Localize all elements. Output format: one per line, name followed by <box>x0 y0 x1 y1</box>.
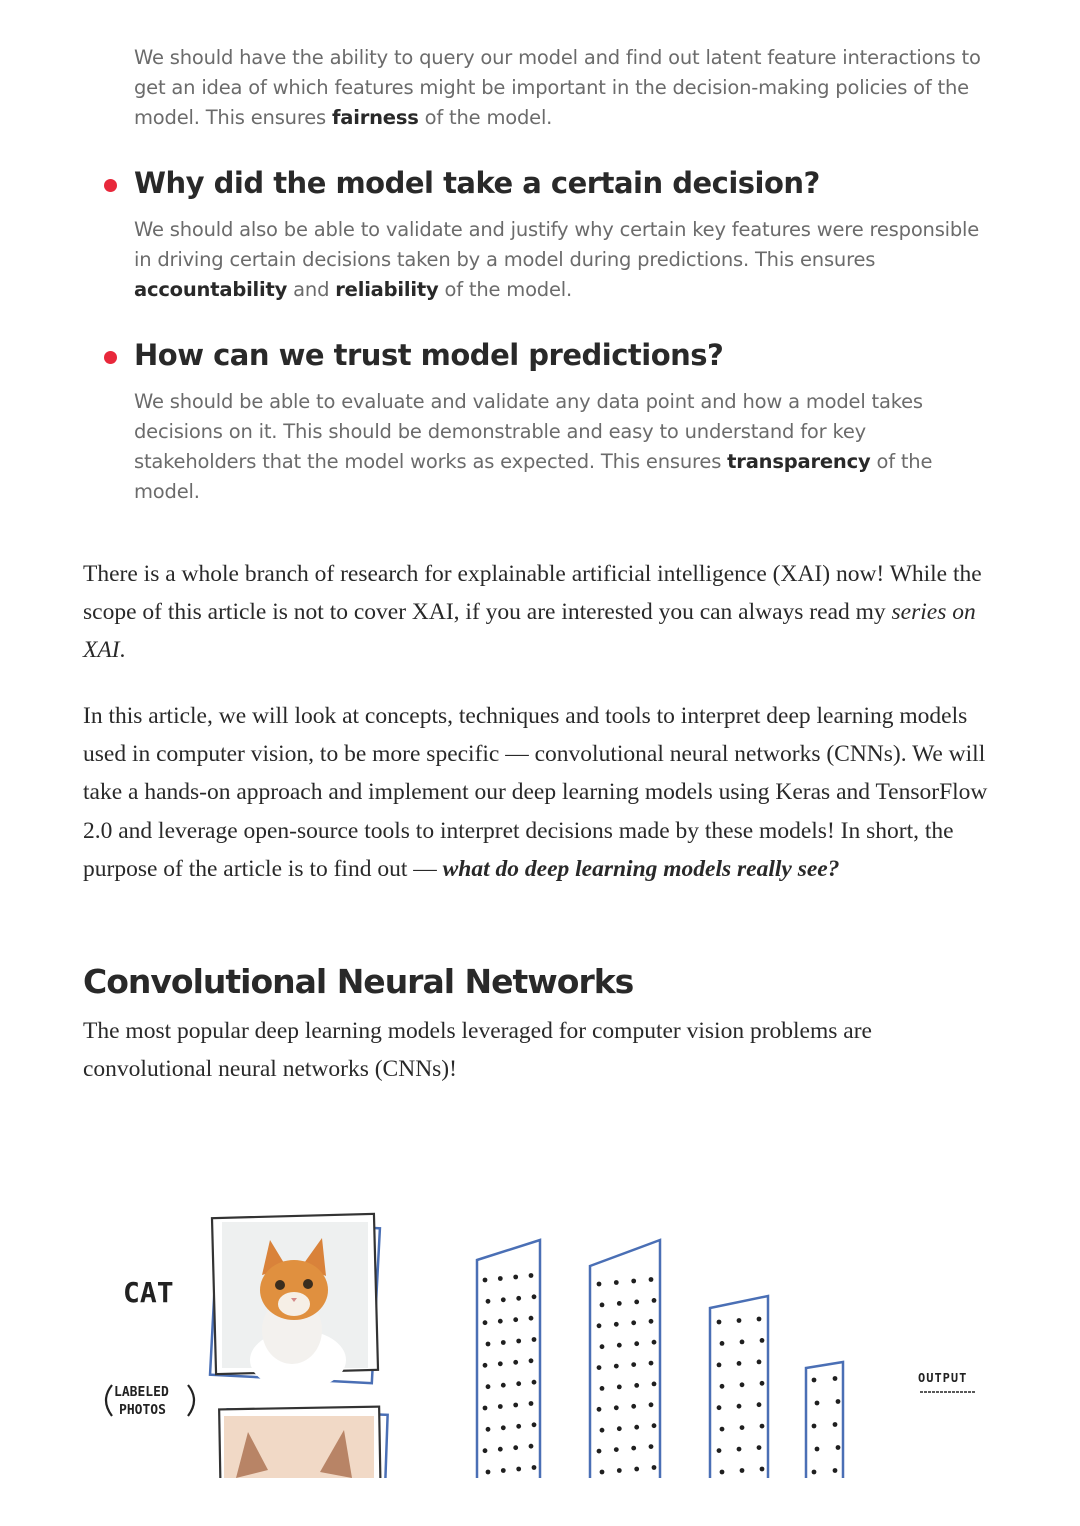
neuron-dot <box>516 1296 521 1301</box>
neuron-dot <box>486 1299 491 1304</box>
neuron-dot <box>631 1279 636 1284</box>
neuron-dot <box>737 1361 742 1366</box>
xai-paragraph-end: . <box>119 637 126 664</box>
neuron-dot <box>833 1422 838 1427</box>
neuron-dot <box>483 1406 488 1411</box>
neuron-dot <box>614 1280 619 1285</box>
dog-photo-stack <box>219 1407 387 1478</box>
intro-text-end: of the model. <box>418 106 553 129</box>
neuron-dot <box>617 1468 622 1473</box>
neuron-dot <box>649 1277 654 1282</box>
neuron-dot <box>483 1278 488 1283</box>
neuron-dot <box>532 1294 537 1299</box>
neuron-dot <box>516 1424 521 1429</box>
neuron-dot <box>486 1384 491 1389</box>
neuron-dot <box>614 1364 619 1369</box>
item-text-decision-body: We should also be able to validate and justify why certain key features were responsible in driving certain decisions taken by a model during predictions. This ensures <box>134 218 980 271</box>
neuron-dot <box>649 1361 654 1366</box>
neuron-dot <box>634 1341 639 1346</box>
neuron-dot <box>614 1447 619 1452</box>
neuron-dot <box>720 1384 725 1389</box>
neuron-dot <box>600 1386 605 1391</box>
transparency-bold: transparency <box>727 450 871 473</box>
neuron-dot <box>649 1319 654 1324</box>
neuron-dot <box>760 1338 765 1343</box>
paren-left-icon <box>106 1385 112 1416</box>
neuron-dot <box>717 1405 722 1410</box>
neuron-dot <box>501 1425 506 1430</box>
item-heading-trust: How can we trust model predictions? <box>134 338 724 372</box>
neuron-dot <box>529 1358 534 1363</box>
neuron-dot <box>737 1447 742 1452</box>
neuron-dot <box>631 1320 636 1325</box>
neuron-dot <box>597 1323 602 1328</box>
neuron-dot <box>720 1341 725 1346</box>
neuron-dot <box>833 1468 838 1473</box>
neuron-dot <box>614 1405 619 1410</box>
bullet-icon <box>104 179 117 192</box>
neuron-dot <box>600 1470 605 1475</box>
neuron-dot <box>516 1467 521 1472</box>
neuron-dot <box>600 1344 605 1349</box>
neuron-dot <box>631 1362 636 1367</box>
neuron-dot <box>617 1426 622 1431</box>
neuron-dot <box>631 1446 636 1451</box>
neuron-dot <box>498 1319 503 1324</box>
neuron-dot <box>513 1275 518 1280</box>
neuron-dot <box>757 1445 762 1450</box>
paren-right-icon <box>188 1385 194 1416</box>
neuron-dot <box>617 1385 622 1390</box>
bullet-icon <box>104 351 117 364</box>
neuron-dot <box>740 1382 745 1387</box>
neuron-dot <box>513 1445 518 1450</box>
item-text-decision <box>134 215 994 305</box>
neuron-dot <box>483 1448 488 1453</box>
cnn-illustration <box>0 1180 1080 1478</box>
neuron-dot <box>513 1403 518 1408</box>
neuron-dot <box>501 1383 506 1388</box>
neuron-dot <box>760 1467 765 1472</box>
neuron-dot <box>760 1381 765 1386</box>
neuron-dot <box>757 1317 762 1322</box>
neuron-dot <box>486 1342 491 1347</box>
neuron-dot <box>649 1444 654 1449</box>
item-text-trust <box>134 387 994 507</box>
neuron-dot <box>617 1301 622 1306</box>
cat-photo-stack <box>210 1214 380 1390</box>
photos-label: PHOTOS <box>119 1403 166 1418</box>
neuron-dot <box>717 1448 722 1453</box>
neuron-dot <box>631 1404 636 1409</box>
neuron-dot <box>483 1363 488 1368</box>
accountability-bold: accountability <box>134 278 288 301</box>
neuron-dot <box>597 1365 602 1370</box>
neuron-dot <box>501 1297 506 1302</box>
neuron-dot <box>483 1320 488 1325</box>
layer-column-2 <box>590 1240 660 1478</box>
neuron-dot <box>498 1276 503 1281</box>
neuron-dot <box>614 1322 619 1327</box>
neuron-dot <box>501 1340 506 1345</box>
neuron-dot <box>532 1465 537 1470</box>
neuron-dot <box>720 1427 725 1432</box>
neuron-dot <box>597 1407 602 1412</box>
neuron-dot <box>812 1424 817 1429</box>
neuron-dot <box>513 1360 518 1365</box>
fairness-bold: fairness <box>331 106 419 129</box>
neuron-dot <box>516 1339 521 1344</box>
article-paragraph <box>83 697 993 888</box>
neuron-dot <box>486 1470 491 1475</box>
neuron-dot <box>836 1445 841 1450</box>
neuron-dot <box>737 1404 742 1409</box>
article-emphasis: what do deep learning models really see? <box>442 855 840 882</box>
neuron-dot <box>757 1360 762 1365</box>
item-text-trust-end: of the model. <box>134 450 933 503</box>
neuron-dot <box>634 1467 639 1472</box>
neuron-dot <box>532 1337 537 1342</box>
neuron-dot <box>597 1449 602 1454</box>
neuron-dot <box>652 1382 657 1387</box>
neuron-dot <box>812 1378 817 1383</box>
neuron-dot <box>760 1424 765 1429</box>
neuron-dot <box>815 1401 820 1406</box>
neuron-dot <box>652 1340 657 1345</box>
neuron-dot <box>649 1402 654 1407</box>
neuron-dot <box>812 1470 817 1475</box>
neuron-dot <box>652 1298 657 1303</box>
labeled-label: LABELED <box>114 1385 169 1400</box>
cnn-illustration-svg <box>0 1180 1080 1478</box>
neuron-dot <box>717 1320 722 1325</box>
layer-column-4 <box>806 1362 843 1478</box>
neuron-dot <box>498 1361 503 1366</box>
neuron-dot <box>815 1447 820 1452</box>
neuron-dot <box>600 1303 605 1308</box>
neuron-dot <box>617 1343 622 1348</box>
neuron-dot <box>486 1427 491 1432</box>
section-heading: Convolutional Neural Networks <box>83 962 634 1001</box>
output-label: OUTPUT <box>918 1371 968 1385</box>
neuron-dot <box>532 1422 537 1427</box>
neuron-dot <box>529 1401 534 1406</box>
neuron-dot <box>833 1376 838 1381</box>
neuron-dot <box>717 1363 722 1368</box>
neuron-dot <box>652 1423 657 1428</box>
neuron-dot <box>498 1447 503 1452</box>
neuron-dot <box>740 1340 745 1345</box>
neuron-dot <box>498 1404 503 1409</box>
neuron-dot <box>532 1380 537 1385</box>
item-heading-decision: Why did the model take a certain decision? <box>134 166 820 200</box>
intro-paragraph <box>134 43 994 133</box>
article-paragraph-text: In this article, we will look at concepts, techniques and tools to interpret deep learning models used in computer vision, to be more specific — convolutional neural networks (CNNs). We will take a hands-on approach and implement our deep learning models using Keras and TensorFlow 2.0 and leverage open-source tools to interpret decisions made by these models! In short, the purpose of the article is to find out — <box>83 703 988 882</box>
neuron-dot <box>757 1402 762 1407</box>
neuron-dot <box>501 1468 506 1473</box>
xai-series-link[interactable]: series on XAI <box>83 599 976 664</box>
neuron-dot <box>836 1399 841 1404</box>
neuron-dot <box>720 1470 725 1475</box>
neuron-dot <box>529 1444 534 1449</box>
neuron-dot <box>740 1468 745 1473</box>
neuron-dot <box>652 1465 657 1470</box>
intro-text: We should have the ability to query our model and find out latent feature interactions to get an idea of which features might be important in the decision-making policies of the model. This ensures <box>134 46 981 129</box>
xai-paragraph <box>83 555 993 670</box>
item-text-trust-body: We should be able to evaluate and validate any data point and how a model takes decisions on it. This should be demonstrable and easy to understand for key stakeholders that the model works as expected. This ensures <box>134 390 923 473</box>
neuron-dot <box>516 1381 521 1386</box>
neuron-dot <box>634 1300 639 1305</box>
neuron-dot <box>529 1273 534 1278</box>
item-text-decision-end: of the model. <box>438 278 572 301</box>
reliability-bold: reliability <box>335 278 439 301</box>
neuron-dot <box>634 1383 639 1388</box>
neuron-dot <box>529 1316 534 1321</box>
section-paragraph: The most popular deep learning models leveraged for computer vision problems are convolutional neural networks (CNNs)! <box>83 1018 872 1083</box>
item-text-decision-mid: and <box>287 278 336 301</box>
neuron-dot <box>740 1425 745 1430</box>
neuron-dot <box>597 1282 602 1287</box>
neuron-dot <box>600 1428 605 1433</box>
neuron-dot <box>634 1425 639 1430</box>
neuron-dot <box>737 1318 742 1323</box>
cat-label: CAT <box>123 1276 174 1309</box>
neuron-dot <box>513 1317 518 1322</box>
xai-paragraph-text: There is a whole branch of research for explainable artificial intelligence (XAI) now! While the scope of this article is not to cover XAI, if you are interested you can always read my <box>83 561 982 626</box>
